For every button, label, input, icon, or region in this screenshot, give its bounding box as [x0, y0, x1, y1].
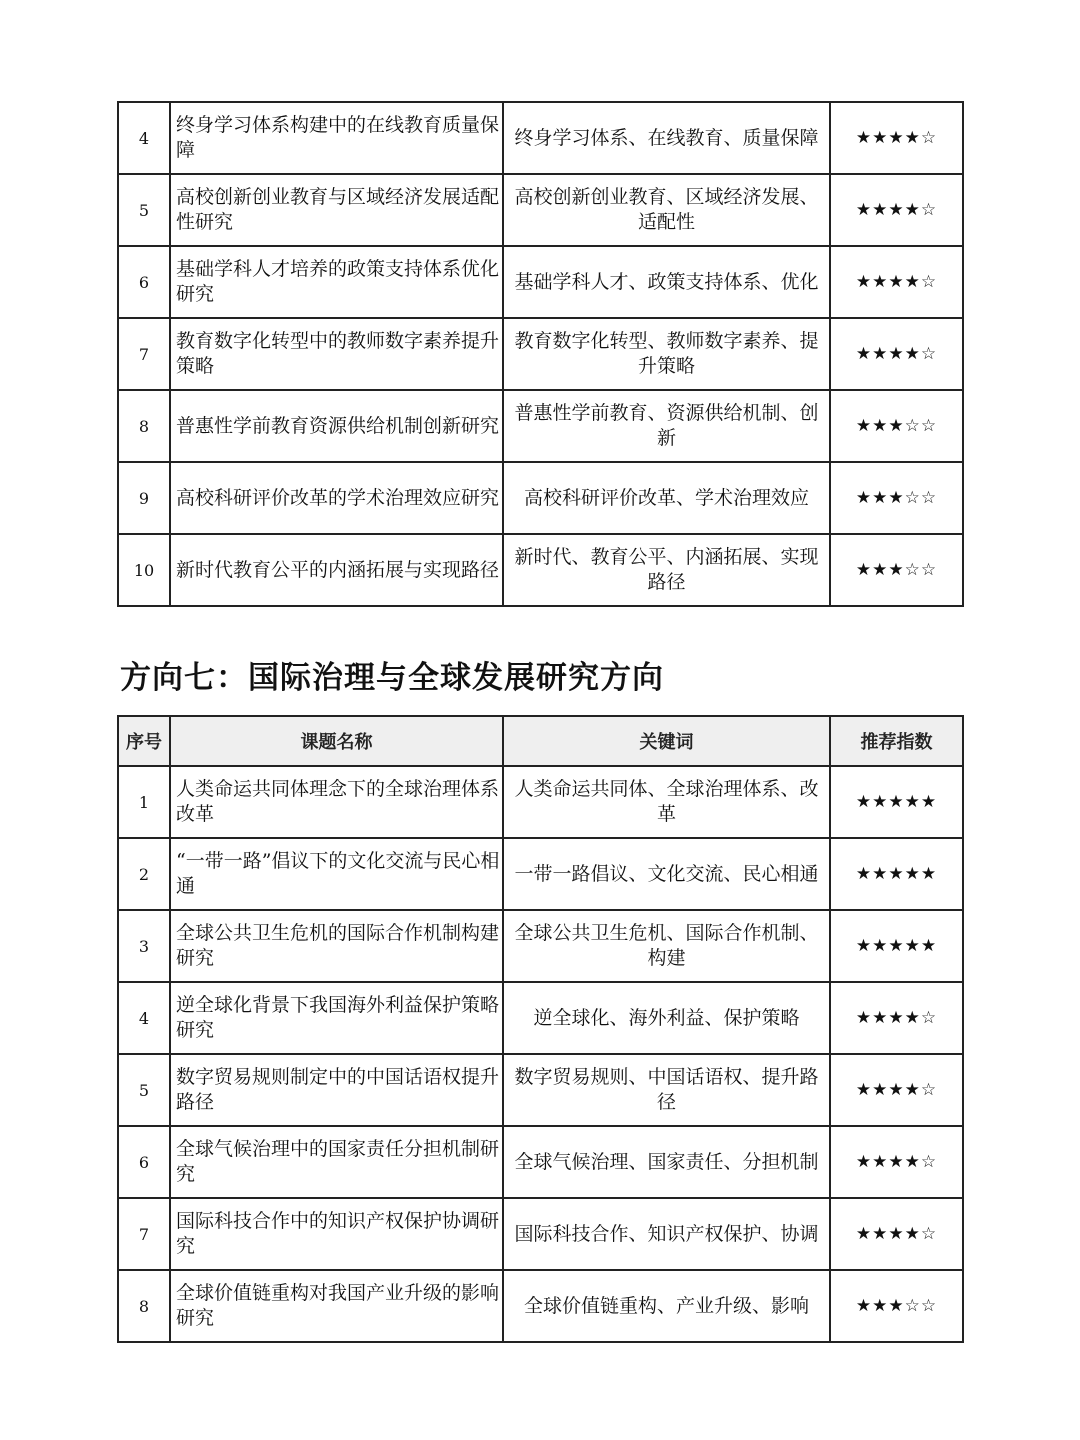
table-row	[118, 246, 963, 318]
table-row	[118, 102, 963, 174]
table-row	[118, 1126, 963, 1198]
rating-stars: ★★★★☆	[830, 1054, 963, 1126]
column-header-title: 课题名称	[170, 716, 503, 766]
row-number: 7	[118, 1198, 170, 1270]
topic-title: 基础学科人才培养的政策支持体系优化研究	[170, 246, 503, 318]
row-number: 8	[118, 1270, 170, 1342]
table-row	[118, 534, 963, 606]
row-number: 7	[118, 318, 170, 390]
table-row	[118, 174, 963, 246]
rating-stars: ★★★☆☆	[830, 390, 963, 462]
row-number: 6	[118, 1126, 170, 1198]
table-row	[118, 1198, 963, 1270]
topic-keywords: 一带一路倡议、文化交流、民心相通	[503, 838, 830, 910]
table-row	[118, 390, 963, 462]
topic-keywords: 教育数字化转型、教师数字素养、提升策略	[503, 318, 830, 390]
rating-stars: ★★★★★	[830, 838, 963, 910]
rating-stars: ★★★★☆	[830, 318, 963, 390]
topic-keywords: 新时代、教育公平、内涵拓展、实现路径	[503, 534, 830, 606]
table-row	[118, 462, 963, 534]
row-number: 8	[118, 390, 170, 462]
rating-stars: ★★★★☆	[830, 102, 963, 174]
row-number: 6	[118, 246, 170, 318]
topic-keywords: 普惠性学前教育、资源供给机制、创新	[503, 390, 830, 462]
topic-title: 新时代教育公平的内涵拓展与实现路径	[170, 534, 503, 606]
topic-table-international-governance	[117, 715, 964, 1343]
row-number: 4	[118, 982, 170, 1054]
rating-stars: ★★★★☆	[830, 1126, 963, 1198]
topic-keywords: 全球公共卫生危机、国际合作机制、构建	[503, 910, 830, 982]
topic-keywords: 基础学科人才、政策支持体系、优化	[503, 246, 830, 318]
row-number: 5	[118, 174, 170, 246]
topic-keywords: 逆全球化、海外利益、保护策略	[503, 982, 830, 1054]
table-row	[118, 1270, 963, 1342]
table-row	[118, 1054, 963, 1126]
rating-stars: ★★★☆☆	[830, 462, 963, 534]
topic-keywords: 终身学习体系、在线教育、质量保障	[503, 102, 830, 174]
rating-stars: ★★★★☆	[830, 246, 963, 318]
topic-title: 人类命运共同体理念下的全球治理体系改革	[170, 766, 503, 838]
topic-title: 全球气候治理中的国家责任分担机制研究	[170, 1126, 503, 1198]
topic-keywords: 高校科研评价改革、学术治理效应	[503, 462, 830, 534]
row-number: 5	[118, 1054, 170, 1126]
rating-stars: ★★★★☆	[830, 982, 963, 1054]
table-row	[118, 910, 963, 982]
column-header-rating: 推荐指数	[830, 716, 963, 766]
topic-keywords: 全球价值链重构、产业升级、影响	[503, 1270, 830, 1342]
rating-stars: ★★★☆☆	[830, 534, 963, 606]
table-row	[118, 982, 963, 1054]
table-row	[118, 838, 963, 910]
topic-title: 数字贸易规则制定中的中国话语权提升路径	[170, 1054, 503, 1126]
topic-title: 全球公共卫生危机的国际合作机制构建研究	[170, 910, 503, 982]
topic-title: 终身学习体系构建中的在线教育质量保障	[170, 102, 503, 174]
rating-stars: ★★★★☆	[830, 174, 963, 246]
row-number: 10	[118, 534, 170, 606]
rating-stars: ★★★★☆	[830, 1198, 963, 1270]
topic-keywords: 全球气候治理、国家责任、分担机制	[503, 1126, 830, 1198]
row-number: 3	[118, 910, 170, 982]
rating-stars: ★★★★★	[830, 766, 963, 838]
topic-keywords: 国际科技合作、知识产权保护、协调	[503, 1198, 830, 1270]
topic-title: 高校科研评价改革的学术治理效应研究	[170, 462, 503, 534]
topic-keywords: 数字贸易规则、中国话语权、提升路径	[503, 1054, 830, 1126]
topic-title: “一带一路”倡议下的文化交流与民心相通	[170, 838, 503, 910]
topic-table-continued	[117, 101, 964, 607]
rating-stars: ★★★★★	[830, 910, 963, 982]
topic-title: 高校创新创业教育与区域经济发展适配性研究	[170, 174, 503, 246]
row-number: 1	[118, 766, 170, 838]
topic-title: 教育数字化转型中的教师数字素养提升策略	[170, 318, 503, 390]
topic-keywords: 人类命运共同体、全球治理体系、改革	[503, 766, 830, 838]
row-number: 2	[118, 838, 170, 910]
topic-title: 逆全球化背景下我国海外利益保护策略研究	[170, 982, 503, 1054]
topic-keywords: 高校创新创业教育、区域经济发展、适配性	[503, 174, 830, 246]
topic-title: 国际科技合作中的知识产权保护协调研究	[170, 1198, 503, 1270]
topic-title: 全球价值链重构对我国产业升级的影响研究	[170, 1270, 503, 1342]
table-row	[118, 766, 963, 838]
table-header-row	[118, 716, 963, 766]
column-header-number: 序号	[118, 716, 170, 766]
row-number: 9	[118, 462, 170, 534]
rating-stars: ★★★☆☆	[830, 1270, 963, 1342]
topic-title: 普惠性学前教育资源供给机制创新研究	[170, 390, 503, 462]
section-heading: 方向七：国际治理与全球发展研究方向	[120, 660, 664, 696]
table-row	[118, 318, 963, 390]
column-header-keywords: 关键词	[503, 716, 830, 766]
row-number: 4	[118, 102, 170, 174]
